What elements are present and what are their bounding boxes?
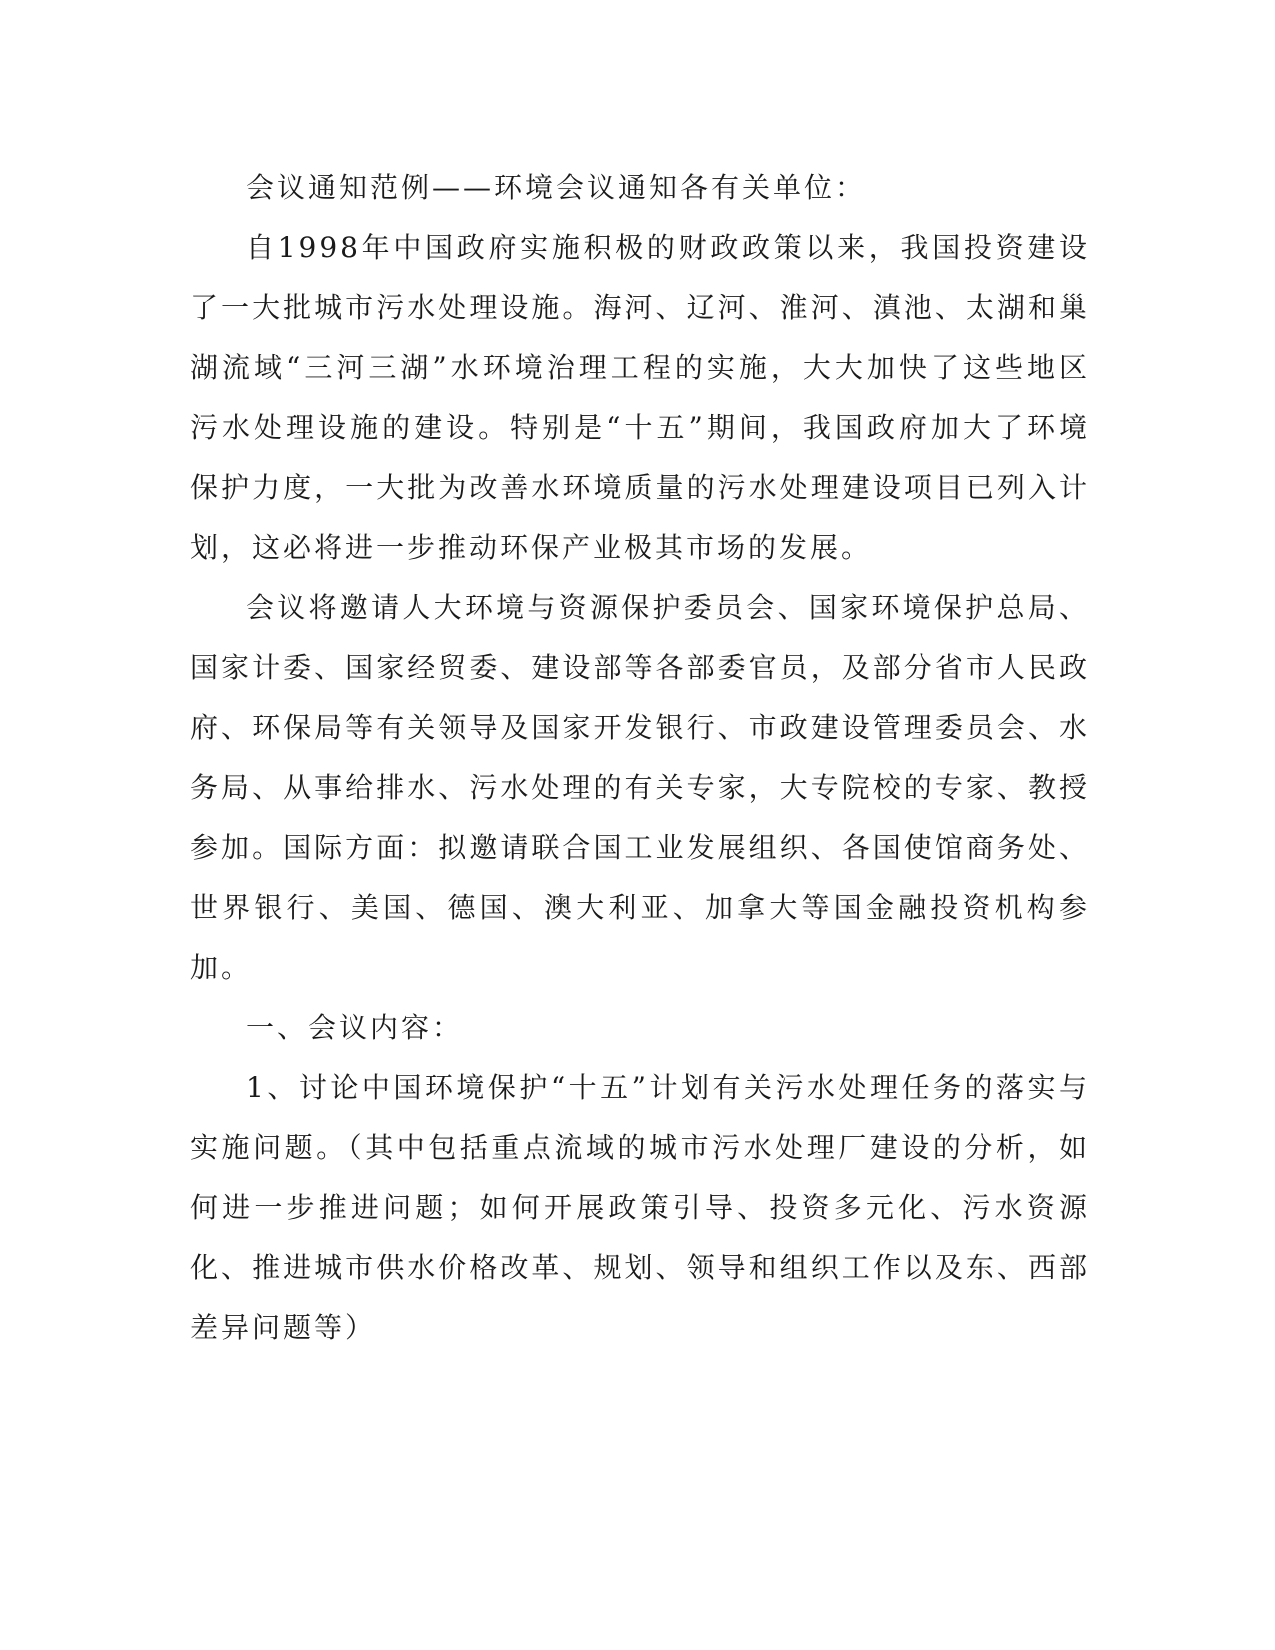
- paragraph-item-1: 1、讨论中国环境保护“十五”计划有关污水处理任务的落实与实施问题。（其中包括重点流域的城市污水处理厂建设的分析，如何进一步推进问题；如何开展政策引导、投资多元化、污水资源化、推进城市供水价格改革、规划、领导和组织工作以及东、西部差异问题等）: [190, 1071, 1090, 1344]
- notice-heading: 会议通知范例——环境会议通知各有关单位：: [246, 171, 867, 204]
- document-body: [190, 158, 1090, 1358]
- paragraph-background: 自1998年中国政府实施积极的财政政策以来，我国投资建设了一大批城市污水处理设施。海河、辽河、淮河、滇池、太湖和巢湖流域“三河三湖”水环境治理工程的实施，大大加快了这些地区污水处理设施的建设。特别是“十五”期间，我国政府加大了环境保护力度，一大批为改善水环境质量的污水处理建设项目已列入计划，这必将进一步推动环保产业极其市场的发展。: [190, 231, 1090, 564]
- section-heading-content: 一、会议内容：: [246, 1011, 464, 1044]
- paragraph-invitees: 会议将邀请人大环境与资源保护委员会、国家环境保护总局、国家计委、国家经贸委、建设部等各部委官员，及部分省市人民政府、环保局等有关领导及国家开发银行、市政建设管理委员会、水务局、从事给排水、污水处理的有关专家，大专院校的专家、教授参加。国际方面：拟邀请联合国工业发展组织、各国使馆商务处、世界银行、美国、德国、澳大利亚、加拿大等国金融投资机构参加。: [190, 591, 1090, 984]
